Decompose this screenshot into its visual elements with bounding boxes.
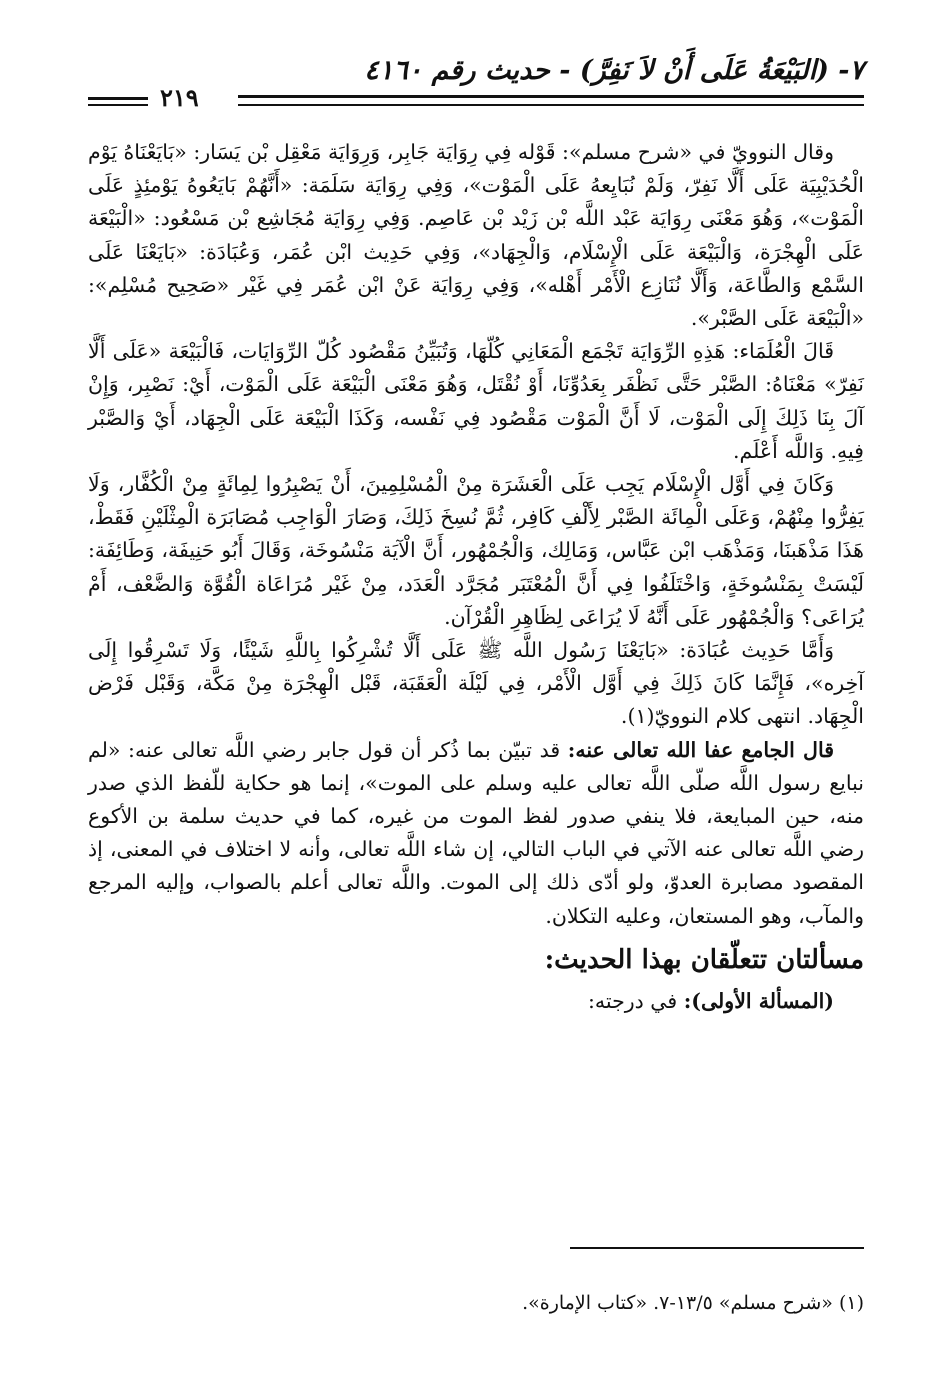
paragraph-jami (88, 734, 864, 933)
question-lead: (المسألة الأولى): (683, 988, 834, 1013)
header-rule-left (88, 97, 148, 106)
section-subheading: مسألتان تتعلّقان بهذا الحديث: (544, 944, 864, 975)
footnote-divider (570, 1247, 864, 1249)
chapter-title: ٧- (البَيْعَةُ عَلَى أَنْ لاَ نَفِرَّ) - حديث رقم ٤١٦٠ (364, 55, 864, 86)
header-rule-right (238, 95, 864, 106)
page-number: ٢١٩ (160, 83, 199, 112)
footnote: (١) «شرح مسلم» ١٣/٥-٧. «كتاب الإمارة». (522, 1292, 864, 1314)
question-text: في درجته: (587, 988, 678, 1013)
jami-text: قد تبيّن بما ذُكر أن قول جابر رضي اللَّه تعالى عنه: «لم نبايع رسول اللَّه صلّى اللَّه تعالى عليه وسلم على الموت»، إنما هو حكاية للّفظ الذي صدر منه، حين المبايعة، فلا ينفي صدور لفظ الموت من غيره، كما في حديث سلمة بن الأكوع رضي اللَّه تعالى عنه الآتي في الباب التالي، إن شاء اللَّه تعالى، وأنه لا اختلاف في المعنى، إذ المقصود مصابرة العدوّ، ولو أدّى ذلك إلى الموت. واللَّه تعالى أعلم بالصواب، وإليه المرجع والمآب، وهو المستعان، وعليه التكلان. (88, 737, 864, 928)
main-text (88, 136, 864, 1018)
jami-lead: قال الجامع عفا الله تعالى عنه: (567, 737, 835, 762)
paragraph-ubada: وَأَمَّا حَدِيث عُبَادَة: «بَايَعْنَا رَسُول اللَّه ﷺ عَلَى أَلَّا تُشْرِكُوا بِاللَّهِ شَيْئًا، وَلَا تَسْرِقُوا إِلَى آخِره»، فَإِنَّمَا كَانَ ذَلِكَ فِي أَوَّل الْأَمْر، فِي لَيْلَة الْعَقَبَة، قَبْل الْهِجْرَة مِنْ مَكَّة، وَقَبْل فَرْض الْجِهَاد. انتهى كلام النوويّ(١). (88, 638, 864, 729)
paragraph-ulama: قَالَ الْعُلَمَاء: هَذِهِ الرِّوَايَة تَجْمَع الْمَعَانِي كُلّهَا، وَتُبَيِّنُ مَقْصُود كُلّ الرِّوَايَات، فَالْبَيْعَة «عَلَى أَلَّا نَفِرّ» مَعْنَاهُ: الصَّبْر حَتَّى نَظْفَر بِعَدُوِّنَا، أَوْ نُقْتَل، وَهُوَ مَعْنَى الْبَيْعَة عَلَى الْمَوْت، أَيْ: نَصْبِر، وَإِنْ آلَ بِنَا ذَلِكَ إِلَى الْمَوْت، لَا أَنَّ الْمَوْت مَقْصُود فِي نَفْسه، وَكَذَا الْبَيْعَة عَلَى الْجِهَاد، أَيْ وَالصَّبْر فِيهِ. وَاللَّه أَعْلَم. (88, 339, 864, 463)
paragraph-islam-early: وَكَانَ فِي أَوَّل الْإِسْلَام يَجِب عَلَى الْعَشَرَة مِنْ الْمُسْلِمِينَ، أَنْ يَصْبِرُوا لِمِائَةٍ مِنْ الْكُفَّار، وَلَا يَفِرُّوا مِنْهُمْ، وَعَلَى الْمِائَة الصَّبْر لِأَلْفِ كَافِر، ثُمَّ نُسِخَ ذَلِكَ، وَصَارَ الْوَاجِب مُصَابَرَة الْمِثْلَيْنِ فَقَطْ، هَذَا مَذْهَبنَا، وَمَذْهَب ابْن عَبَّاس، وَمَالِك، وَالْجُمْهُور، أَنَّ الْآيَة مَنْسُوخَة، وَقَالَ أَبُو حَنِيفَة، وَطَائِفَة: لَيْسَتْ بِمَنْسُوخَةٍ، وَاخْتَلَفُوا فِي أَنَّ الْمُعْتَبَر مُجَرَّد الْعَدَد، مِنْ غَيْر مُرَاعَاة الْقُوَّة وَالضَّعْف، أَمْ يُرَاعَى؟ وَالْجُمْهُور عَلَى أَنَّهُ لَا يُرَاعَى لِظَاهِرِ الْقُرْآن. (88, 472, 864, 629)
paragraph-question (88, 985, 864, 1018)
paragraph-nawawi-quote: وقال النوويّ في «شرح مسلم»: قَوْله فِي رِوَايَة جَابِر، وَرِوَايَة مَعْقِل بْن يَسَار: «بَايَعْنَاهُ يَوْم الْحُدَيْبِيَة عَلَى أَلَّا نَفِرّ، وَلَمْ نُبَايِعهُ عَلَى الْمَوْت»، وَفِي رِوَايَة سَلَمَة: «أَنَّهُمْ بَايَعُوهُ يَوْمئِذٍ عَلَى الْمَوْت»، وَهُوَ مَعْنَى رِوَايَة عَبْد اللَّه بْن زَيْد بْن عَاصِم. وَفِي رِوَايَة مُجَاشِع بْن مَسْعُود: «الْبَيْعَة عَلَى الْهِجْرَة، وَالْبَيْعَة عَلَى الْإِسْلَام، وَالْجِهَاد»، وَفِي حَدِيث ابْن عُمَر، وَعُبَادَة: «بَايَعْنَا عَلَى السَّمْع وَالطَّاعَة، وَأَلَّا نُنَازِع الْأَمْر أَهْله»، وَفِي رِوَايَة عَنْ ابْن عُمَر فِي غَيْر «صَحِيح مُسْلِم»: «الْبَيْعَة عَلَى الصَّبْر». (88, 140, 864, 331)
page-header (88, 55, 864, 115)
